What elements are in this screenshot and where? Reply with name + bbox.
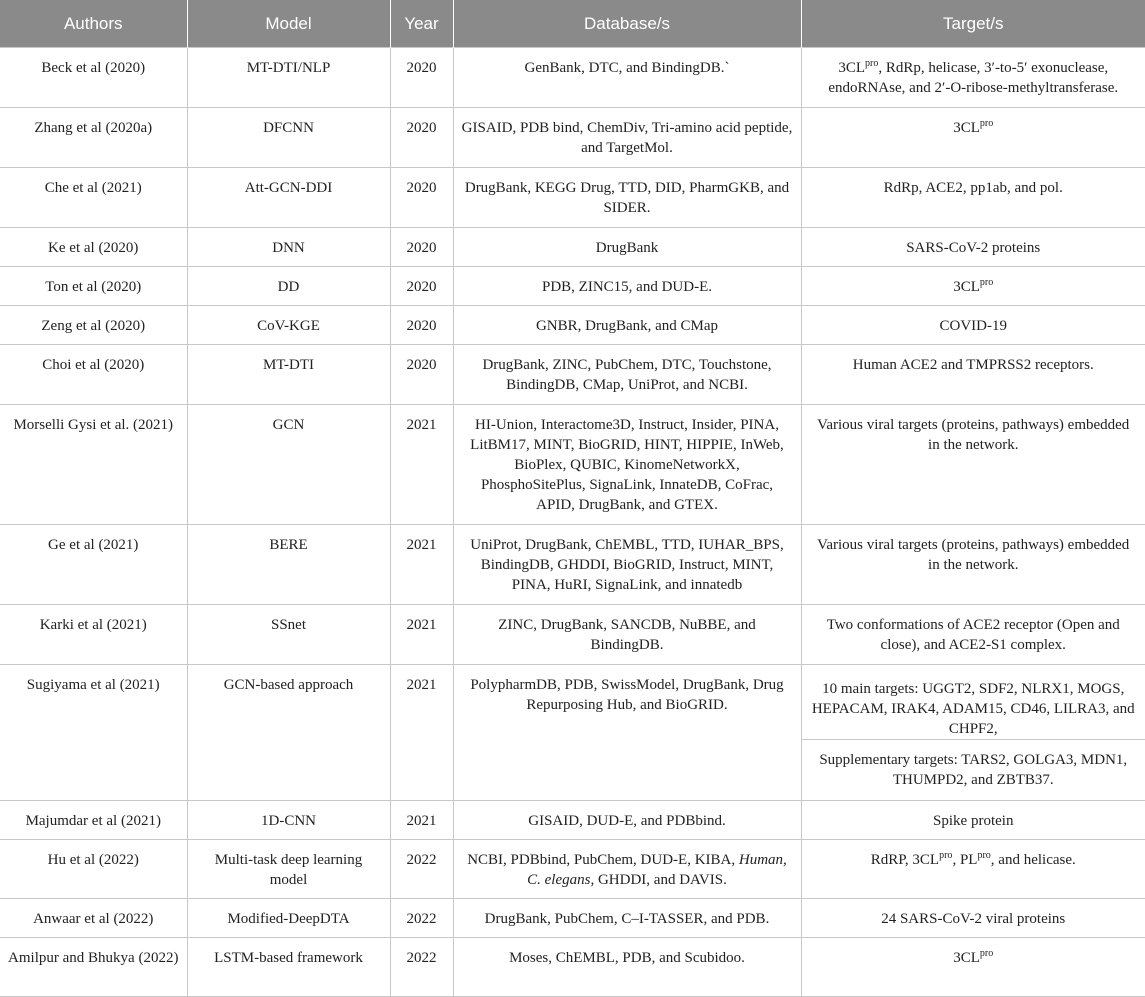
cell-year: 2021 xyxy=(390,405,453,525)
cell-model: LSTM-based framework xyxy=(187,938,390,997)
cell-databases: DrugBank, PubChem, C–I-TASSER, and PDB. xyxy=(453,899,801,938)
superscript: pro xyxy=(865,58,879,69)
table-row xyxy=(0,168,1145,228)
cell-model: 1D-CNN xyxy=(187,801,390,840)
db-species: Human xyxy=(738,852,784,868)
cell-authors: Zhang et al (2020a) xyxy=(0,108,187,168)
superscript: pro xyxy=(979,277,994,288)
cell-targets: Human ACE2 and TMPRSS2 receptors. xyxy=(801,345,1145,405)
target-text: RdRP, 3CL xyxy=(870,852,940,868)
cell-authors: Ke et al (2020) xyxy=(0,228,187,267)
header-databases: Database/s xyxy=(453,0,801,48)
header-model: Model xyxy=(187,0,390,48)
cell-targets xyxy=(801,840,1145,899)
cell-year: 2022 xyxy=(390,840,453,899)
table-row xyxy=(0,345,1145,405)
superscript: pro xyxy=(977,850,991,861)
cell-databases: PDB, ZINC15, and DUD-E. xyxy=(453,267,801,306)
db-text: NCBI, PDBbind, PubChem, DUD-E, KIBA, xyxy=(467,852,739,868)
table-row xyxy=(0,108,1145,168)
cell-model: BERE xyxy=(187,525,390,605)
cell-year: 2020 xyxy=(390,345,453,405)
cell-targets xyxy=(801,267,1145,306)
target-text: 3CL xyxy=(953,120,980,136)
cell-databases: PolypharmDB, PDB, SwissModel, DrugBank, Drug Repurposing Hub, and BioGRID. xyxy=(453,665,801,801)
cell-year: 2021 xyxy=(390,525,453,605)
cell-year: 2020 xyxy=(390,168,453,228)
table-row xyxy=(0,899,1145,938)
cell-model: DNN xyxy=(187,228,390,267)
table-row xyxy=(0,605,1145,665)
cell-databases: DrugBank xyxy=(453,228,801,267)
cell-targets: RdRp, ACE2, pp1ab, and pol. xyxy=(801,168,1145,228)
table-row xyxy=(0,665,1145,740)
cell-targets: 24 SARS-CoV-2 viral proteins xyxy=(801,899,1145,938)
cell-targets: 10 main targets: UGGT2, SDF2, NLRX1, MOGS, HEPACAM, IRAK4, ADAM15, CD46, LILRA3, and CHPF2, xyxy=(801,665,1145,740)
table-row xyxy=(0,306,1145,345)
target-text: 3CL xyxy=(953,950,980,966)
cell-databases: HI-Union, Interactome3D, Instruct, Insider, PINA, LitBM17, MINT, BioGRID, HINT, HIPPIE, InWeb, BioPlex, QUBIC, KinomeNetworkX, PhosphoSitePlus, SignaLink, InnateDB, CoFrac, APID, DrugBank, and GTEX. xyxy=(453,405,801,525)
cell-databases: Moses, ChEMBL, PDB, and Scubidoo. xyxy=(453,938,801,997)
cell-year: 2021 xyxy=(390,665,453,801)
table-row xyxy=(0,801,1145,840)
cell-model: MT-DTI/NLP xyxy=(187,48,390,108)
cell-year: 2020 xyxy=(390,228,453,267)
cell-targets: Two conformations of ACE2 receptor (Open and close), and ACE2-S1 complex. xyxy=(801,605,1145,665)
superscript: pro xyxy=(979,948,994,959)
cell-authors: Amilpur and Bhukya (2022) xyxy=(0,938,187,997)
cell-targets xyxy=(801,108,1145,168)
cell-authors: Choi et al (2020) xyxy=(0,345,187,405)
target-text: , and helicase. xyxy=(990,852,1076,868)
cell-model: DFCNN xyxy=(187,108,390,168)
target-text: 3CL xyxy=(838,60,865,76)
cell-authors: Majumdar et al (2021) xyxy=(0,801,187,840)
db-species: C. elegans, xyxy=(527,872,595,888)
cell-authors: Ge et al (2021) xyxy=(0,525,187,605)
db-text: GHDDI, and DAVIS. xyxy=(594,872,727,888)
cell-authors: Karki et al (2021) xyxy=(0,605,187,665)
table-row xyxy=(0,48,1145,108)
cell-model: SSnet xyxy=(187,605,390,665)
header-year: Year xyxy=(390,0,453,48)
cell-year: 2022 xyxy=(390,938,453,997)
table-row xyxy=(0,228,1145,267)
cell-databases: GISAID, PDB bind, ChemDiv, Tri-amino acid peptide, and TargetMol. xyxy=(453,108,801,168)
cell-databases: ZINC, DrugBank, SANCDB, NuBBE, and BindingDB. xyxy=(453,605,801,665)
cell-model: GCN-based approach xyxy=(187,665,390,801)
cell-targets: Various viral targets (proteins, pathways) embedded in the network. xyxy=(801,525,1145,605)
cell-model: CoV-KGE xyxy=(187,306,390,345)
cell-year: 2022 xyxy=(390,899,453,938)
cell-databases: GNBR, DrugBank, and CMap xyxy=(453,306,801,345)
cell-authors: Sugiyama et al (2021) xyxy=(0,665,187,801)
cell-targets: COVID-19 xyxy=(801,306,1145,345)
cell-authors: Hu et al (2022) xyxy=(0,840,187,899)
cell-databases: UniProt, DrugBank, ChEMBL, TTD, IUHAR_BPS, BindingDB, GHDDI, BioGRID, Instruct, MINT, PINA, HuRI, SignaLink, and innatedb xyxy=(453,525,801,605)
cell-databases: GISAID, DUD-E, and PDBbind. xyxy=(453,801,801,840)
superscript: pro xyxy=(939,850,953,861)
cell-targets xyxy=(801,938,1145,997)
cell-databases: GenBank, DTC, and BindingDB.` xyxy=(453,48,801,108)
cell-targets xyxy=(801,48,1145,108)
cell-model: DD xyxy=(187,267,390,306)
header-targets: Target/s xyxy=(801,0,1145,48)
cell-model: Modified-DeepDTA xyxy=(187,899,390,938)
cell-authors: Che et al (2021) xyxy=(0,168,187,228)
cell-year: 2021 xyxy=(390,605,453,665)
header-authors: Authors xyxy=(0,0,187,48)
cell-databases: DrugBank, KEGG Drug, TTD, DID, PharmGKB, and SIDER. xyxy=(453,168,801,228)
cell-targets: SARS-CoV-2 proteins xyxy=(801,228,1145,267)
table-row xyxy=(0,938,1145,997)
cell-model: MT-DTI xyxy=(187,345,390,405)
cell-year: 2020 xyxy=(390,108,453,168)
table-header-row xyxy=(0,0,1145,48)
cell-model: Multi-task deep learning model xyxy=(187,840,390,899)
cell-year: 2020 xyxy=(390,267,453,306)
db-text: , xyxy=(783,852,787,868)
cell-targets-supplementary: Supplementary targets: TARS2, GOLGA3, MDN1, THUMPD2, and ZBTB37. xyxy=(801,740,1145,801)
table-row xyxy=(0,267,1145,306)
table-row xyxy=(0,405,1145,525)
cell-authors: Morselli Gysi et al. (2021) xyxy=(0,405,187,525)
cell-authors: Anwaar et al (2022) xyxy=(0,899,187,938)
target-text: 3CL xyxy=(953,279,980,295)
cell-targets: Spike protein xyxy=(801,801,1145,840)
table-row xyxy=(0,525,1145,605)
superscript: pro xyxy=(979,118,994,129)
cell-databases: DrugBank, ZINC, PubChem, DTC, Touchstone, BindingDB, CMap, UniProt, and NCBI. xyxy=(453,345,801,405)
cell-year: 2020 xyxy=(390,48,453,108)
cell-year: 2020 xyxy=(390,306,453,345)
table-row xyxy=(0,840,1145,899)
cell-authors: Ton et al (2020) xyxy=(0,267,187,306)
target-text: , PL xyxy=(952,852,978,868)
cell-authors: Beck et al (2020) xyxy=(0,48,187,108)
cell-targets: Various viral targets (proteins, pathways) embedded in the network. xyxy=(801,405,1145,525)
target-text: , RdRp, helicase, 3′-to-5′ exonuclease, endoRNAse, and 2′-O-ribose-methyltransferase. xyxy=(828,60,1119,96)
cell-authors: Zeng et al (2020) xyxy=(0,306,187,345)
cell-databases xyxy=(453,840,801,899)
cell-model: Att-GCN-DDI xyxy=(187,168,390,228)
cell-year: 2021 xyxy=(390,801,453,840)
cell-model: GCN xyxy=(187,405,390,525)
